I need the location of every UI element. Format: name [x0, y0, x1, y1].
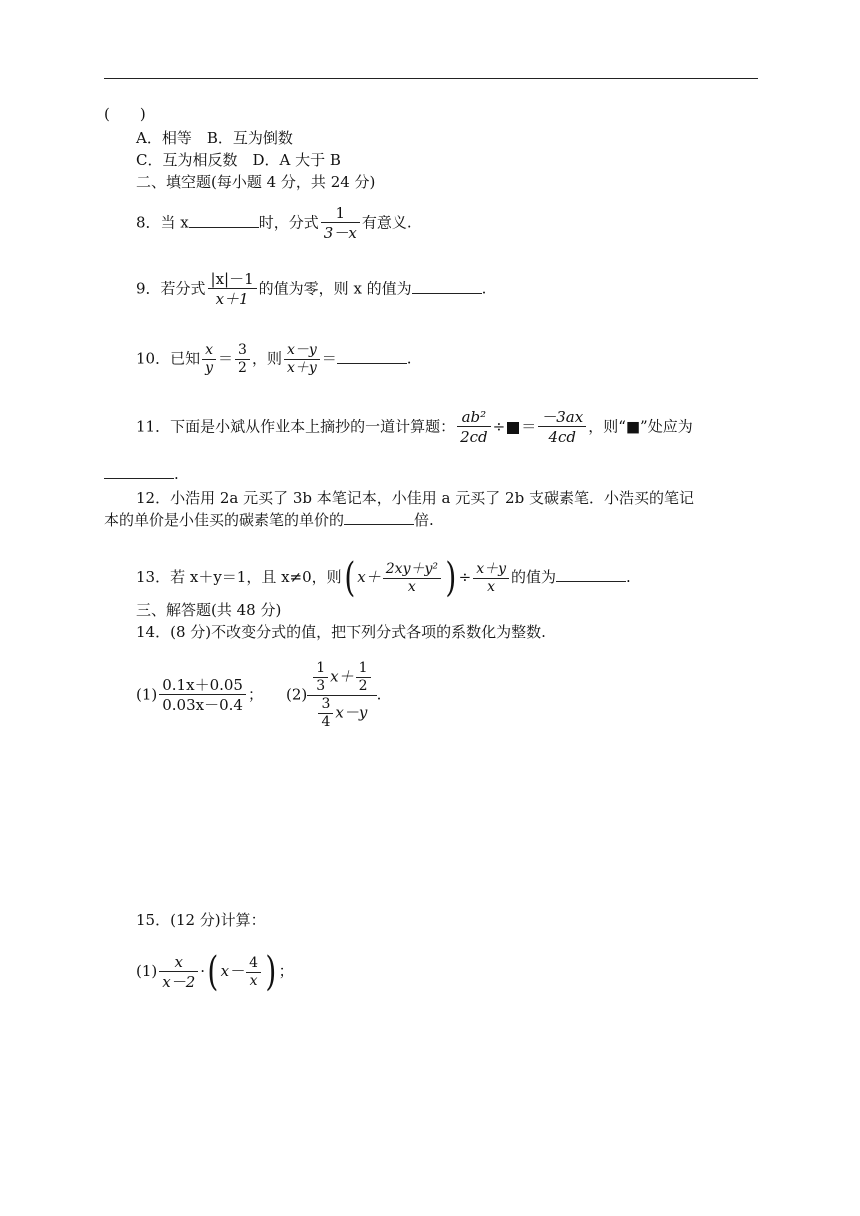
q15-frac1: [159, 953, 198, 992]
question-8: [136, 204, 412, 243]
q9-post: 的值为零，则 x 的值为: [258, 279, 412, 298]
q10-mid: ，则: [251, 349, 282, 368]
q14-p2-end: .: [376, 685, 382, 704]
q10-pre: 10．已知: [136, 349, 201, 368]
q15-text: 15．(12 分)计算：: [136, 911, 266, 929]
q15-p1-label: (1): [136, 962, 158, 980]
q13-n1: 2xy＋y²: [383, 561, 441, 579]
q10-d3: x＋y: [286, 360, 317, 376]
q13-div: ÷: [458, 568, 472, 586]
q9-pre: 9．若分式: [136, 279, 206, 298]
q14-p1-frac: [159, 676, 246, 715]
q13-d2: x: [487, 578, 496, 595]
q14-p2-num-a-d: 3: [316, 678, 326, 694]
q10-d1: y: [205, 360, 214, 376]
q14-p2-den-a: [318, 696, 333, 731]
q9-fraction: [208, 270, 257, 309]
answer-paren: ( ): [104, 105, 146, 123]
q9-num: |x|－1: [208, 270, 257, 289]
q13-n2: x＋y: [473, 561, 509, 579]
q13-pre: 13．若 x＋y＝1，且 x≠0，则: [136, 568, 342, 586]
q13-d1: x: [407, 578, 416, 595]
q12-line1: 12．小浩用 2a 元买了 3b 本笔记本，小佳用 a 元买了 2b 支碳素笔．小浩买的笔记: [136, 489, 694, 507]
right-paren: ): [445, 555, 457, 601]
q7-options-cd: C．互为相反数 D．A 大于 B: [136, 151, 341, 169]
q13-frac2: [473, 561, 509, 596]
q14-p2-den-a-n: 3: [318, 696, 333, 714]
left-paren: (: [207, 949, 219, 995]
q8-den: 3－x: [323, 224, 357, 242]
q10-n1: x: [202, 342, 216, 360]
q15-frac2: [246, 955, 261, 990]
q8-fraction: [321, 204, 360, 243]
section2-title: 二、填空题(每小题 4 分，共 24 分): [136, 173, 376, 191]
q9-blank: [412, 279, 482, 294]
q7-options-ab: A．相等 B．互为倒数: [136, 129, 293, 147]
q13-end: .: [626, 568, 631, 586]
q11-end: .: [174, 465, 179, 483]
question-9: [136, 270, 486, 309]
q14-p2-denominator: [307, 696, 376, 731]
q11-post: ，则“■”处应为: [588, 417, 693, 436]
question-11: [136, 408, 693, 447]
q15-dot: ·: [200, 962, 206, 980]
q14-p1-label: (1): [136, 685, 158, 704]
q12-line2-post: 倍.: [414, 511, 434, 529]
q11-answer-line: [104, 464, 179, 484]
q10-frac3: [284, 342, 320, 377]
q14-p2-den-a-d: 4: [321, 714, 331, 730]
q14-p2-num-x: x＋: [330, 667, 354, 686]
q14-p2-num-b-d: 2: [358, 678, 368, 694]
q9-end: .: [481, 279, 487, 298]
q10-frac2: [235, 342, 250, 377]
black-square-icon: [507, 422, 519, 434]
q8-blank: [189, 213, 259, 228]
q11-frac2: [538, 408, 586, 447]
q15-n2: 4: [246, 955, 261, 973]
q14-p2-num-a-n: 1: [313, 660, 328, 678]
q11-blank: [104, 464, 174, 479]
q14-p1-end: ；: [247, 685, 263, 704]
q10-d2: 2: [238, 360, 247, 376]
q11-n2: －3ax: [538, 408, 586, 427]
q14-p1-num: 0.1x＋0.05: [159, 676, 246, 695]
header-rule: [104, 78, 758, 79]
q10-n3: x－y: [284, 342, 320, 360]
q11-d1: 2cd: [460, 428, 488, 446]
q13-blank: [556, 567, 626, 582]
q8-num: 1: [321, 204, 360, 223]
q12-line2: [104, 510, 434, 530]
q12-blank: [344, 510, 414, 525]
q8-post: 有意义.: [361, 213, 412, 232]
section3-title: 三、解答题(共 48 分): [136, 601, 282, 619]
q8-mid: 时，分式: [258, 213, 319, 232]
q14-text: 14．(8 分)不改变分式的值，把下列分式各项的系数化为整数.: [136, 623, 546, 641]
q11-n1: ab²: [457, 408, 491, 427]
q14-part2: [286, 660, 381, 731]
q10-blank: [337, 349, 407, 364]
q10-end: .: [406, 349, 412, 368]
q15-n1: x: [159, 953, 198, 972]
q15-d1: x－2: [162, 972, 196, 991]
q11-pre: 11．下面是小斌从作业本上摘抄的一道计算题：: [136, 417, 456, 436]
q8-pre: 8．当 x: [136, 213, 189, 232]
q14-p2-den-rest: x－y: [335, 703, 368, 722]
q14-p1-den: 0.03x－0.4: [162, 696, 243, 714]
q15-d2: x: [249, 972, 258, 989]
q10-eq: ＝: [218, 349, 234, 368]
q11-div: ÷: [492, 417, 506, 436]
q14-p2-num-b: [356, 660, 371, 695]
q11-d2: 4cd: [548, 428, 576, 446]
q13-post: 的值为: [511, 568, 557, 586]
q10-eq2: ＝: [321, 349, 337, 368]
q14-p2-num-a: [313, 660, 328, 695]
q13-inner-x: x＋: [357, 568, 381, 586]
q14-p2-num-b-n: 1: [356, 660, 371, 678]
q14-p2-frac: [307, 660, 376, 731]
left-paren: (: [344, 555, 355, 601]
q10-frac1: [202, 342, 216, 377]
q9-den: x＋1: [215, 290, 249, 308]
q14-part1: [136, 676, 263, 715]
q11-eq: ＝: [521, 417, 537, 436]
q14-p2-label: (2): [286, 685, 308, 704]
q14-p2-numerator: [307, 660, 376, 696]
right-paren: ): [265, 949, 277, 995]
q15-inner: x－: [220, 962, 245, 980]
q10-n2: 3: [235, 342, 250, 360]
q11-frac1: [457, 408, 491, 447]
question-10: [136, 342, 412, 377]
q13-frac1: [383, 561, 441, 596]
q15-end: ；: [278, 962, 294, 980]
q15-part1: [136, 949, 294, 995]
question-13: [136, 555, 631, 601]
q12-line2-pre: 本的单价是小佳买的碳素笔的单价的: [104, 511, 345, 529]
